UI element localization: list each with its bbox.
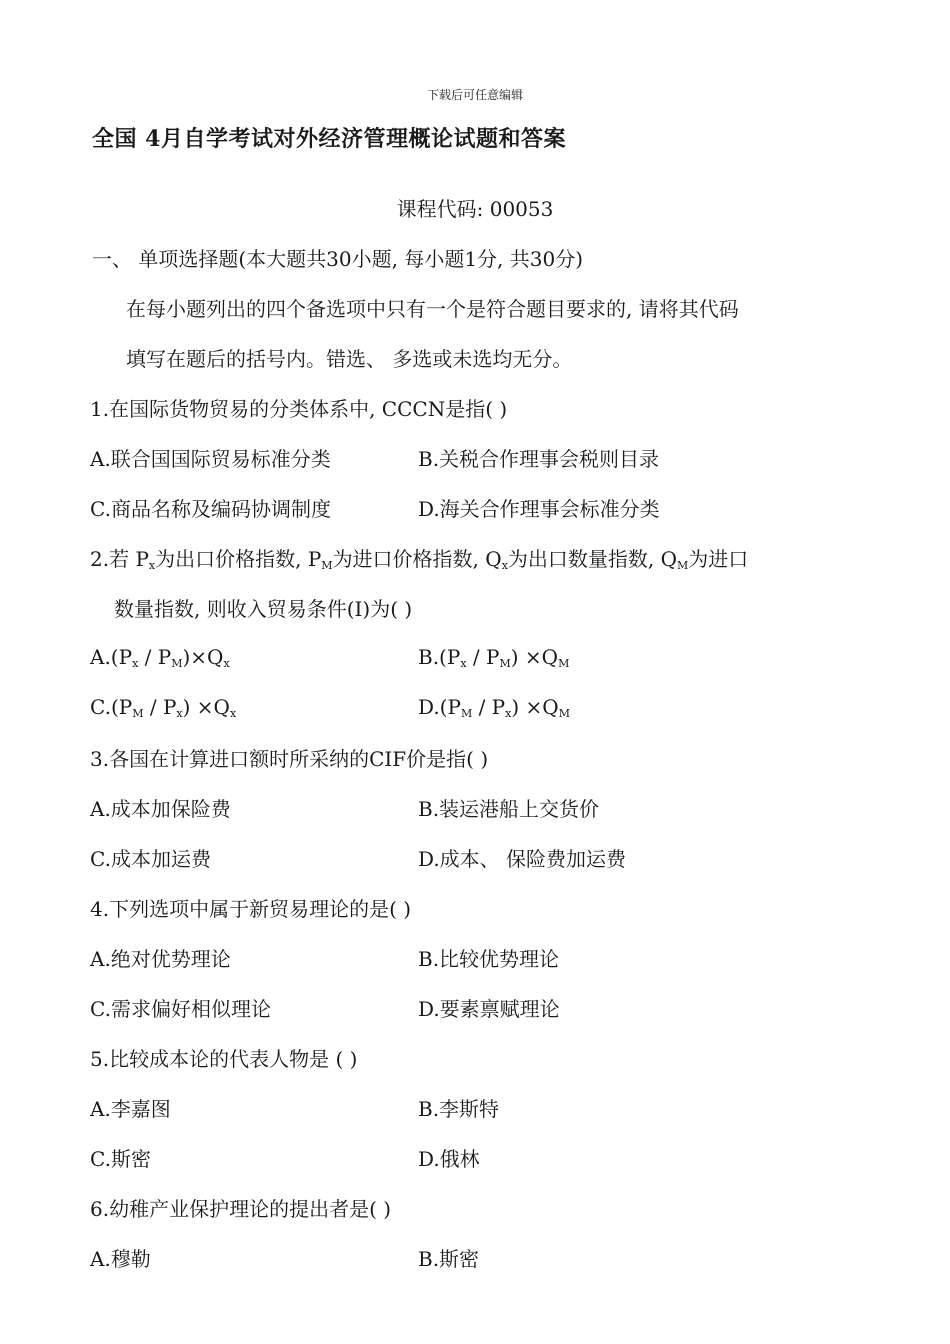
page-header: 下载后可任意编辑 xyxy=(426,88,523,102)
question-3-option-a: A.成本加保险费 xyxy=(90,797,231,821)
question-4-stem: 4.下列选项中属于新贸易理论的是( ) xyxy=(90,897,412,921)
opt-text: ) ×Q xyxy=(182,695,230,719)
question-6-option-a: A.穆勒 xyxy=(90,1247,151,1271)
question-2-option-a xyxy=(90,645,230,670)
question-2-option-d xyxy=(418,695,570,720)
question-3-option-d: D.成本、 保险费加运费 xyxy=(418,847,627,871)
q2-subscript: x xyxy=(148,559,156,572)
question-5-option-a: A.李嘉图 xyxy=(90,1097,171,1121)
q2-subscript: x xyxy=(501,559,508,572)
opt-subscript: M xyxy=(132,707,144,720)
opt-subscript: x xyxy=(460,657,467,670)
q2-stem-text: 为进口价格指数, Q xyxy=(332,547,502,571)
q2-stem-text: 为进口 xyxy=(688,547,749,571)
q2-stem-text: 2.若 P xyxy=(90,547,149,571)
opt-text: B.(P xyxy=(418,645,461,669)
section-heading: 一、 单项选择题(本大题共30小题, 每小题1分, 共30分) xyxy=(92,247,584,271)
opt-text: / P xyxy=(472,695,506,719)
question-4-option-c: C.需求偏好相似理论 xyxy=(90,997,271,1021)
question-4-option-d: D.要素禀赋理论 xyxy=(418,997,560,1021)
question-1-stem: 1.在国际货物贸易的分类体系中, CCCN是指( ) xyxy=(90,397,508,421)
opt-text: / P xyxy=(466,645,500,669)
q2-stem-text: 为出口价格指数, P xyxy=(155,547,322,571)
question-2-option-c xyxy=(90,695,236,720)
opt-text: D.(P xyxy=(418,695,461,719)
question-4-option-b: B.比较优势理论 xyxy=(418,947,560,971)
q2-subscript: M xyxy=(321,559,333,572)
opt-subscript: M xyxy=(460,707,473,720)
question-4-option-a: A.绝对优势理论 xyxy=(90,947,231,971)
opt-subscript: M xyxy=(499,657,511,670)
opt-subscript: M xyxy=(558,657,570,670)
question-1-option-d: D.海关合作理事会标准分类 xyxy=(418,497,660,521)
question-3-stem: 3.各国在计算进口额时所采纳的CIF价是指( ) xyxy=(90,747,489,771)
opt-text: A.(P xyxy=(90,645,133,669)
question-2-option-b xyxy=(418,645,569,670)
question-1-option-b: B.关税合作理事会税则目录 xyxy=(418,447,660,471)
question-1-option-a: A.联合国国际贸易标准分类 xyxy=(90,447,331,471)
opt-text: / P xyxy=(143,695,177,719)
opt-subscript: x xyxy=(505,707,512,720)
opt-text: )×Q xyxy=(182,645,224,669)
question-2-stem-line-2: 数量指数, 则收入贸易条件(I)为( ) xyxy=(114,597,413,621)
course-code: 课程代码: 00053 xyxy=(396,197,554,221)
question-6-option-b: B.斯密 xyxy=(418,1247,480,1271)
question-2-stem-line-1 xyxy=(90,543,748,572)
question-6-stem: 6.幼稚产业保护理论的提出者是( ) xyxy=(90,1197,392,1221)
opt-text: ) ×Q xyxy=(511,695,559,719)
question-1-option-c: C.商品名称及编码协调制度 xyxy=(90,497,331,521)
document-title: 全国 4月自学考试对外经济管理概论试题和答案 xyxy=(92,126,566,152)
section-instruction-line-1: 在每小题列出的四个备选项中只有一个是符合题目要求的, 请将其代码 xyxy=(126,297,739,321)
question-5-option-d: D.俄林 xyxy=(418,1147,480,1171)
question-3-option-c: C.成本加运费 xyxy=(90,847,211,871)
opt-subscript: M xyxy=(171,657,183,670)
opt-text: / P xyxy=(138,645,172,669)
question-3-option-b: B.装运港船上交货价 xyxy=(418,797,600,821)
question-5-option-c: C.斯密 xyxy=(90,1147,151,1171)
opt-subscript: x xyxy=(132,657,139,670)
q2-subscript: M xyxy=(677,559,689,572)
section-instruction-line-2: 填写在题后的括号内。错选、 多选或未选均无分。 xyxy=(126,347,573,371)
question-5-option-b: B.李斯特 xyxy=(418,1097,500,1121)
opt-text: ) ×Q xyxy=(510,645,559,669)
q2-stem-text: 为出口数量指数, Q xyxy=(507,547,678,571)
question-5-stem: 5.比较成本论的代表人物是 ( ) xyxy=(90,1047,358,1071)
opt-subscript: M xyxy=(558,707,570,720)
opt-subscript: x xyxy=(223,657,230,670)
opt-subscript: x xyxy=(176,707,183,720)
opt-text: C.(P xyxy=(90,695,133,719)
opt-subscript: x xyxy=(229,707,237,720)
